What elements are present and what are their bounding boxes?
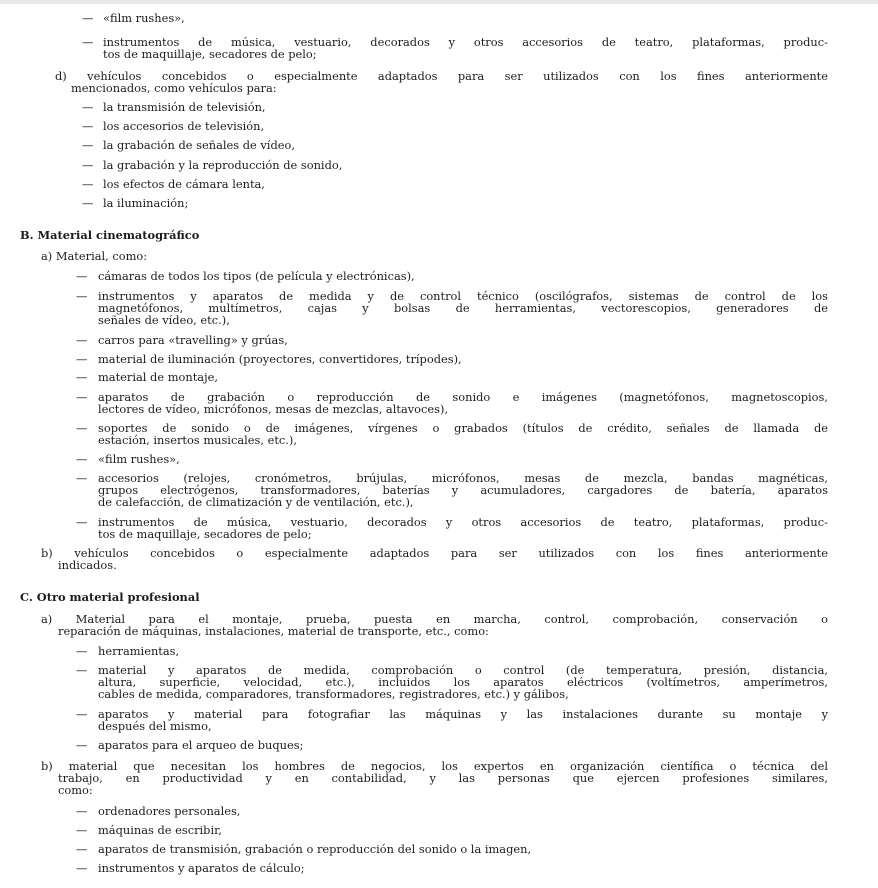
clause-b-line: trabajo, en productividad y en contabilidad, y las personas que ejercen profesiones similares, — [58, 771, 828, 785]
list-item-line: instrumentos de música, vestuario, decorados y otros accesorios de teatro, plataformas, produc- — [103, 35, 828, 49]
list-item-line: accesorios (relojes, cronómetros, brújulas, micrófonos, mesas de mezcla, bandas magnéticas, — [98, 471, 828, 485]
clause-a-label: a) Material, como: — [41, 249, 148, 263]
list-item-line: lectores de vídeo, micrófonos, mesas de mezclas, altavoces), — [98, 402, 449, 416]
dash-bullet: — — [82, 158, 94, 172]
clause-d-line: d) vehículos concebidos o especialmente adaptados para ser utilizados con los fines anteriormente — [55, 69, 828, 83]
clause-b-line: indicados. — [58, 558, 117, 572]
dash-bullet: — — [82, 35, 94, 49]
section-heading-b: B. Material cinematográfico — [20, 228, 200, 242]
dash-bullet: — — [76, 644, 88, 658]
dash-bullet: — — [82, 100, 94, 114]
list-item: la transmisión de televisión, — [103, 100, 266, 114]
list-item: material de iluminación (proyectores, convertidores, trípodes), — [98, 352, 462, 366]
dash-bullet: — — [76, 515, 88, 529]
list-item: máquinas de escribir, — [98, 823, 222, 837]
list-item: material de montaje, — [98, 370, 218, 384]
list-item-line: cables de medida, comparadores, transformadores, registradores, etc.) y gálibos, — [98, 687, 569, 701]
dash-bullet: — — [76, 663, 88, 677]
dash-bullet: — — [76, 842, 88, 856]
list-item-line: después del mismo, — [98, 719, 212, 733]
list-item: «film rushes», — [98, 452, 180, 466]
list-item-line: aparatos y material para fotografiar las máquinas y las instalaciones durante su montaje y — [98, 707, 828, 721]
scan-top-edge — [0, 0, 878, 4]
list-item-line: señales de vídeo, etc.), — [98, 313, 230, 327]
clause-b-line: b) vehículos concebidos o especialmente adaptados para ser utilizados con los fines anteriormente — [41, 546, 828, 560]
list-item: los efectos de cámara lenta, — [103, 177, 265, 191]
dash-bullet: — — [76, 370, 88, 384]
list-item-line: magnetófonos, multímetros, cajas y bolsas de herramientas, vectorescopios, generadores de — [98, 301, 828, 315]
list-item-line: instrumentos y aparatos de medida y de control técnico (oscilógrafos, sistemas de control de los — [98, 289, 828, 303]
list-item: la grabación y la reproducción de sonido, — [103, 158, 343, 172]
list-item: instrumentos y aparatos de cálculo; — [98, 861, 305, 875]
list-item: cámaras de todos los tipos (de película y electrónicas), — [98, 269, 415, 283]
list-item-line: tos de maquillaje, secadores de pelo; — [98, 527, 312, 541]
dash-bullet: — — [76, 352, 88, 366]
dash-bullet: — — [82, 196, 94, 210]
dash-bullet: — — [76, 421, 88, 435]
clause-d-line: mencionados, como vehículos para: — [71, 81, 277, 95]
dash-bullet: — — [76, 738, 88, 752]
clause-b-line: como: — [58, 783, 93, 797]
dash-bullet: — — [76, 861, 88, 875]
list-item: la iluminación; — [103, 196, 189, 210]
list-item: los accesorios de televisión, — [103, 119, 265, 133]
list-item-line: grupos electrógenos, transformadores, baterías y acumuladores, cargadores de batería, aparatos — [98, 483, 828, 497]
list-item: ordenadores personales, — [98, 804, 241, 818]
list-item-line: estación, insertos musicales, etc.), — [98, 433, 297, 447]
dash-bullet: — — [76, 269, 88, 283]
list-item: carros para «travelling» y grúas, — [98, 333, 288, 347]
list-item-line: aparatos de grabación o reproducción de sonido e imágenes (magnetófonos, magnetoscopios, — [98, 390, 828, 404]
list-item: la grabación de señales de vídeo, — [103, 138, 295, 152]
dash-bullet: — — [76, 452, 88, 466]
dash-bullet: — — [76, 333, 88, 347]
dash-bullet: — — [76, 390, 88, 404]
dash-bullet: — — [82, 177, 94, 191]
list-item-line: instrumentos de música, vestuario, decorados y otros accesorios de teatro, plataformas, produc- — [98, 515, 828, 529]
dash-bullet: — — [76, 804, 88, 818]
dash-bullet: — — [82, 11, 94, 25]
list-item-line: altura, superficie, velocidad, etc.), incluidos los aparatos eléctricos (voltímetros, amperímetros, — [98, 675, 828, 689]
clause-a-line: reparación de máquinas, instalaciones, material de transporte, etc., como: — [58, 624, 489, 638]
section-heading-c: C. Otro material profesional — [20, 590, 200, 604]
list-item: aparatos para el arqueo de buques; — [98, 738, 304, 752]
dash-bullet: — — [76, 707, 88, 721]
dash-bullet: — — [76, 823, 88, 837]
dash-bullet: — — [82, 138, 94, 152]
dash-bullet: — — [76, 289, 88, 303]
list-item-line: tos de maquillaje, secadores de pelo; — [103, 47, 317, 61]
list-item: aparatos de transmisión, grabación o reproducción del sonido o la imagen, — [98, 842, 532, 856]
clause-b-line: b) material que necesitan los hombres de negocios, los expertos en organización científica o técnica del — [41, 759, 828, 773]
list-item-line: de calefacción, de climatización y de ventilación, etc.), — [98, 495, 414, 509]
list-item: herramientas, — [98, 644, 180, 658]
list-item-line: soportes de sonido o de imágenes, vírgenes o grabados (títulos de crédito, señales de llamada de — [98, 421, 828, 435]
list-item: «film rushes», — [103, 11, 185, 25]
dash-bullet: — — [82, 119, 94, 133]
list-item-line: material y aparatos de medida, comprobación o control (de temperatura, presión, distancia, — [98, 663, 828, 677]
clause-a-line: a) Material para el montaje, prueba, puesta en marcha, control, comprobación, conservación o — [41, 612, 828, 626]
dash-bullet: — — [76, 471, 88, 485]
